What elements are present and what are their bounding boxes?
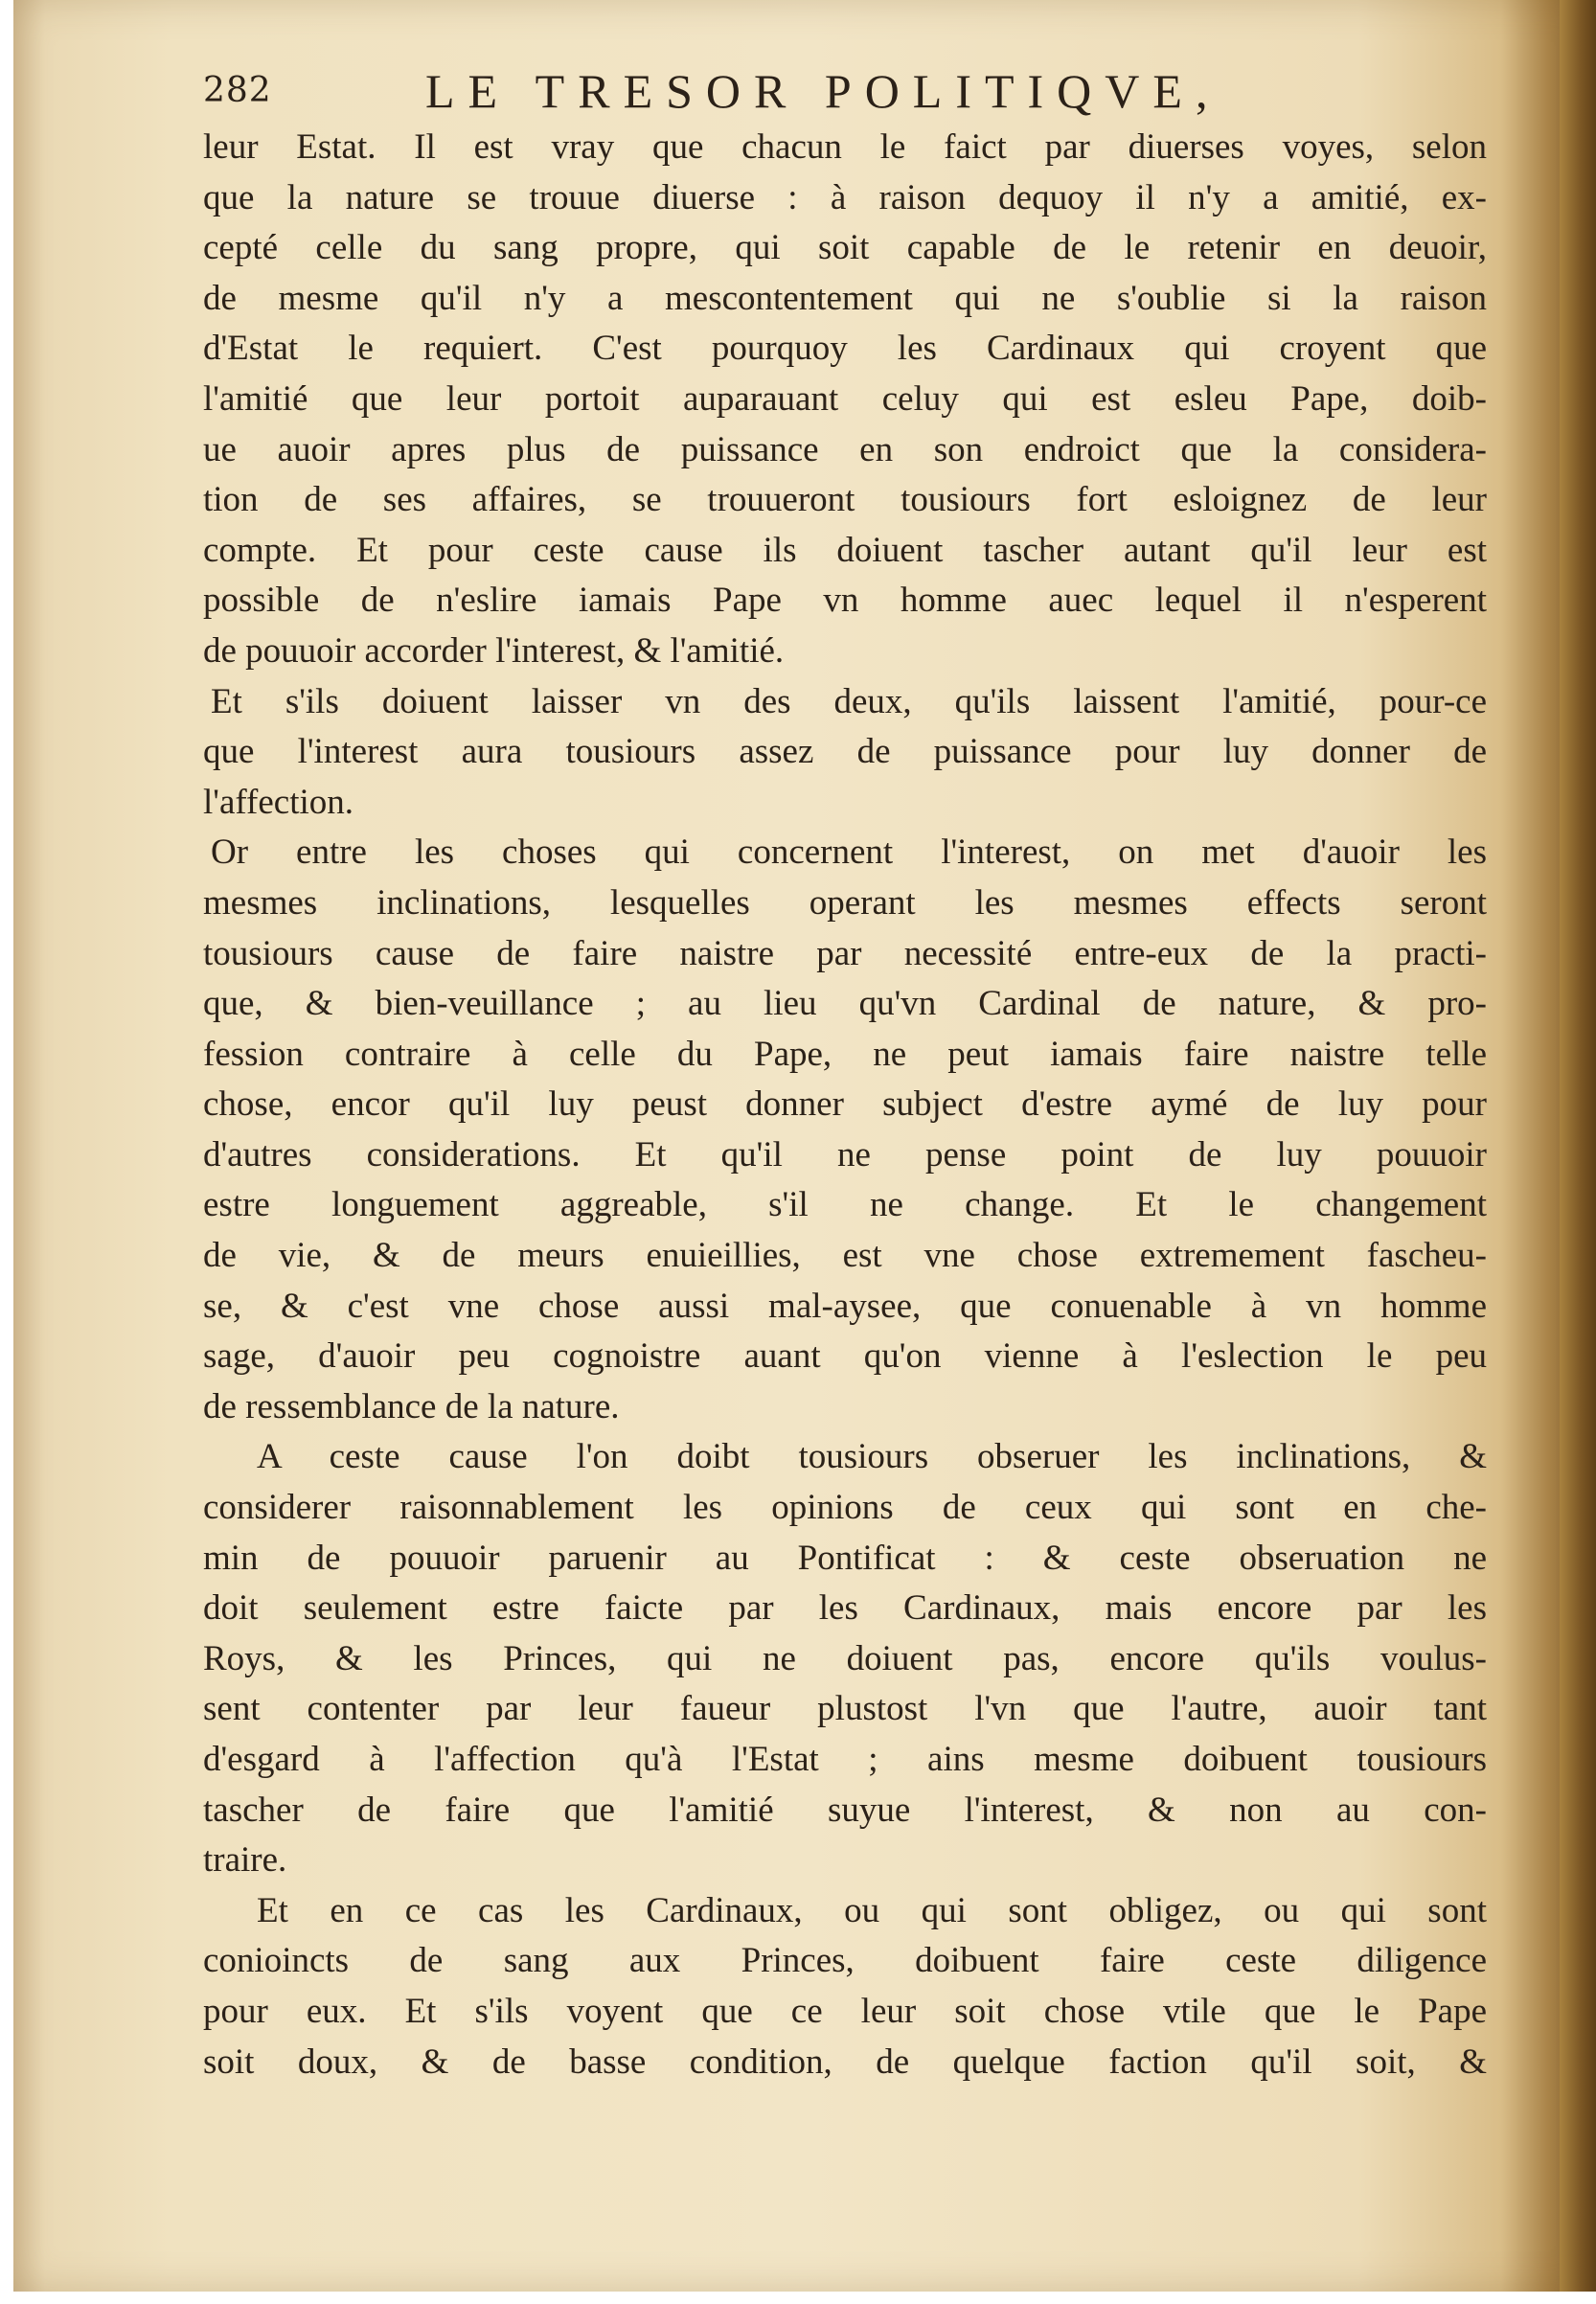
text-line: Or entre les choses qui concernent l'interest, on met d'auoir les: [211, 833, 1487, 873]
text-line: sent contenter par leur faueur plustost l'vn que l'autre, auoir tant: [203, 1689, 1487, 1729]
text-line: que l'interest aura tousiours assez de puissance pour luy donner de: [203, 732, 1487, 772]
text-line: chose, encor qu'il luy peust donner subject d'estre aymé de luy pour: [203, 1084, 1487, 1125]
text-line: doit seulement estre faicte par les Cardinaux, mais encore par les: [203, 1588, 1487, 1629]
text-line: de ressemblance de la nature.: [203, 1386, 620, 1426]
text-line: Roys, & les Princes, qui ne doiuent pas, encore qu'ils voulus-: [203, 1638, 1487, 1678]
text-line: sage, d'auoir peu cognoistre auant qu'on vienne à l'eslection le peu: [203, 1336, 1487, 1377]
text-line: mesmes inclinations, lesquelles operant les mesmes effects seront: [203, 882, 1487, 923]
text-line: soit doux, & de basse condition, de quelque faction qu'il soit, &: [203, 2042, 1487, 2082]
book-page: [13, 0, 1596, 2292]
text-line: A ceste cause l'on doibt tousiours obseruer les inclinations, &: [257, 1437, 1487, 1477]
page-header: [203, 36, 1487, 123]
text-line: de vie, & de meurs enuieillies, est vne chose extremement fascheu-: [203, 1236, 1487, 1276]
text-line: Et en ce cas les Cardinaux, ou qui sont obligez, ou qui sont: [257, 1890, 1487, 1930]
page-gutter-shadow: [1560, 0, 1596, 2292]
text-line: tascher de faire que l'amitié suyue l'interest, & non au con-: [203, 1790, 1487, 1830]
text-line: Et s'ils doiuent laisser vn des deux, qu'ils laissent l'amitié, pour-ce: [211, 681, 1487, 721]
running-title: LE TRESOR POLITIQVE,: [425, 64, 1221, 118]
text-line: cepté celle du sang propre, qui soit capable de le retenir en deuoir,: [203, 228, 1487, 268]
text-line: leur Estat. Il est vray que chacun le faict par diuerses voyes, selon: [203, 127, 1487, 167]
text-line: considerer raisonnablement les opinions de ceux qui sont en che-: [203, 1488, 1487, 1528]
text-line: se, & c'est vne chose aussi mal-aysee, que conuenable à vn homme: [203, 1286, 1487, 1326]
text-line: min de pouuoir paruenir au Pontificat : & ceste obseruation ne: [203, 1538, 1487, 1578]
text-line: ue auoir apres plus de puissance en son endroict que la considera-: [203, 429, 1487, 469]
text-line: que la nature se trouue diuerse : à raison dequoy il n'y a amitié, ex-: [203, 177, 1487, 217]
text-line: fession contraire à celle du Pape, ne peut iamais faire naistre telle: [203, 1034, 1487, 1074]
text-line: d'esgard à l'affection qu'à l'Estat ; ains mesme doibuent tousiours: [203, 1740, 1487, 1779]
text-line: estre longuement aggreable, s'il ne change. Et le changement: [203, 1185, 1487, 1225]
text-line: l'affection.: [203, 782, 353, 822]
text-line: l'amitié que leur portoit auparauant celuy qui est esleu Pape, doib-: [203, 378, 1487, 419]
text-line: tion de ses affaires, se trouueront tousiours fort esloignez de leur: [203, 480, 1487, 520]
text-line: possible de n'eslire iamais Pape vn homme auec lequel il n'esperent: [203, 581, 1487, 621]
text-line: d'autres considerations. Et qu'il ne pense point de luy pouuoir: [203, 1134, 1487, 1175]
text-line: compte. Et pour ceste cause ils doiuent tascher autant qu'il leur est: [203, 530, 1487, 570]
text-line: de mesme qu'il n'y a mescontentement qui ne s'oublie si la raison: [203, 278, 1487, 318]
text-line: conioincts de sang aux Princes, doibuent faire ceste diligence: [203, 1941, 1487, 1981]
text-line: que, & bien-veuillance ; au lieu qu'vn Cardinal de nature, & pro-: [203, 984, 1487, 1024]
text-block: [203, 36, 1487, 2087]
text-line: traire.: [203, 1840, 287, 1881]
text-line: tousiours cause de faire naistre par necessité entre-eux de la practi-: [203, 933, 1487, 973]
text-line: pour eux. Et s'ils voyent que ce leur soit chose vtile que le Pape: [203, 1991, 1487, 2031]
page-number: 282: [203, 71, 272, 110]
text-line: de pouuoir accorder l'interest, & l'amitié.: [203, 630, 785, 671]
text-line: d'Estat le requiert. C'est pourquoy les Cardinaux qui croyent que: [203, 329, 1487, 369]
